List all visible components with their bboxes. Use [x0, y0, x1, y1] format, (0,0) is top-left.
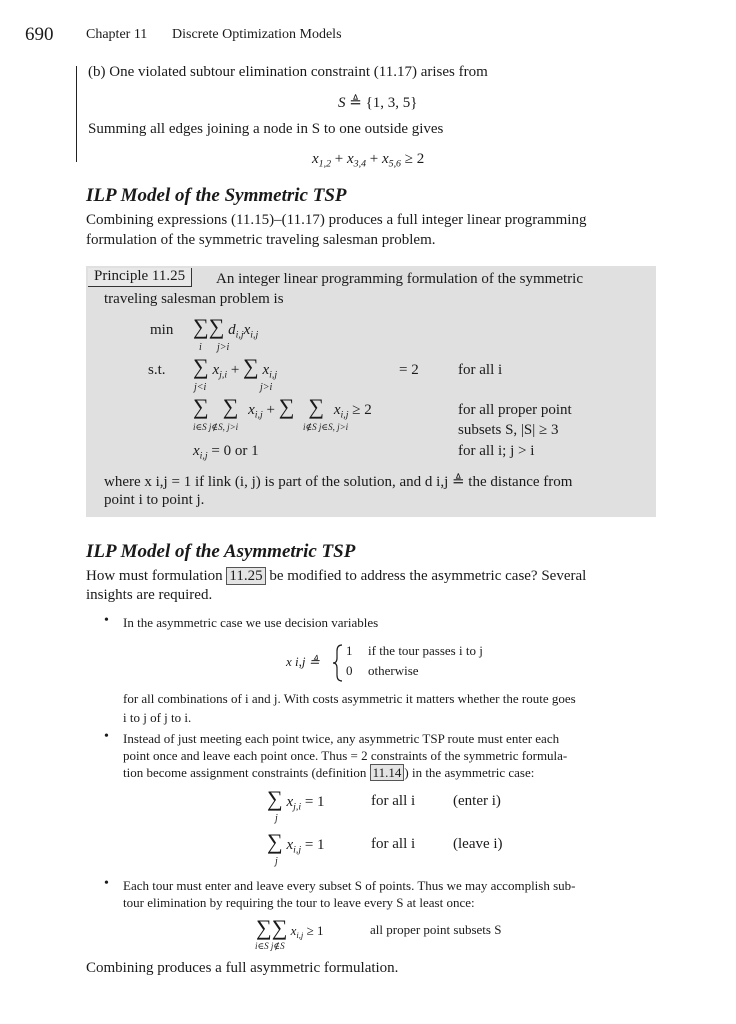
section-heading-asymmetric: ILP Model of the Asymmetric TSP: [86, 541, 356, 562]
principle-text-line2: traveling salesman problem is: [104, 291, 284, 307]
var-x: x: [381, 151, 389, 167]
cases-brace: [332, 643, 344, 683]
rhs: = 1: [304, 794, 325, 810]
sub: i,j: [199, 450, 208, 462]
var-x: x: [212, 362, 220, 378]
sum-limit: i∈S j∉S: [255, 941, 285, 951]
sub: 3,4: [353, 158, 366, 170]
constraint3-expression: [193, 443, 259, 461]
constraint3-cond: for all i; j > i: [458, 443, 535, 459]
sum-limit: j<i: [194, 382, 207, 393]
rhs: ≥ 2: [352, 402, 372, 418]
plus: +: [334, 151, 344, 167]
sub: i,j: [340, 409, 349, 421]
case1-text: if the tour passes i to j: [368, 643, 483, 658]
bullet-dot: •: [104, 876, 109, 891]
sum-limit: j: [275, 856, 278, 867]
plus: +: [230, 362, 240, 378]
sub: 5,6: [388, 158, 401, 170]
min-label: min: [150, 322, 174, 338]
sum-symbol: ∑: [193, 394, 209, 419]
sub: i,j: [269, 369, 278, 381]
sub: j,i: [293, 801, 302, 813]
bullet2-line3: [123, 765, 534, 781]
bullet-dot: •: [104, 729, 109, 744]
subtour-equation: [255, 915, 356, 953]
rhs: = 0 or 1: [211, 443, 259, 459]
sub: i,j: [235, 329, 244, 341]
sum-symbol: ∑: [193, 314, 209, 339]
set-def: ≜ {1, 3, 5}: [349, 95, 418, 111]
section1-para-line2: formulation of the symmetric traveling salesman problem.: [86, 232, 436, 248]
sum-limit: j>i: [217, 342, 230, 353]
chapter-label: Chapter 11: [86, 27, 148, 42]
sum-symbol: ∑: [222, 394, 239, 419]
where-line2: point i to point j.: [104, 492, 205, 508]
enter-equation: [267, 786, 367, 826]
sum-symbol: ∑: [271, 915, 288, 940]
enter-note: (enter i): [453, 793, 501, 809]
st-label: s.t.: [148, 362, 166, 378]
var-x: x: [286, 837, 294, 853]
chapter-title: Discrete Optimization Models: [172, 27, 342, 42]
section2-para-line2: insights are required.: [86, 587, 213, 603]
var-x: x: [290, 923, 297, 938]
rhs: ≥ 2: [404, 151, 425, 167]
bullet1-def-lhs: x i,j ≜: [286, 654, 320, 669]
plus: +: [369, 151, 379, 167]
rhs: = 1: [304, 837, 325, 853]
set-definition: [338, 93, 417, 112]
sum-symbol: ∑: [267, 829, 283, 854]
var-x: x: [312, 151, 319, 167]
plus: +: [266, 402, 275, 418]
para-text: How must formulation: [86, 568, 223, 584]
principle-reference-link[interactable]: 11.25: [226, 567, 265, 585]
sub: i,j: [254, 409, 263, 421]
constraint1-expression: [193, 354, 333, 398]
constraint1-rhs: = 2: [399, 362, 419, 378]
set-var: S: [338, 95, 346, 111]
bullet3-line1: Each tour must enter and leave every subset S of points. Thus we may accomplish sub-: [123, 878, 576, 893]
sum-limit: i∉S j∈S, j>i: [303, 422, 349, 432]
continuation-margin-bar: [76, 66, 77, 162]
leave-note: (leave i): [453, 836, 503, 852]
part-b-intro: (b) One violated subtour elimination constraint (11.17) arises from: [88, 64, 488, 80]
sub: i,j: [293, 844, 302, 856]
sum-symbol: ∑: [208, 314, 225, 339]
bullet1-line1: In the asymmetric case we use decision variables: [123, 615, 379, 630]
bullet3-line2: tour elimination by requiring the tour to leave every S at least once:: [123, 895, 475, 910]
var-x: x: [243, 322, 251, 338]
definition-reference-link[interactable]: 11.14: [370, 764, 405, 781]
section1-para-line1: Combining expressions (11.15)–(11.17) produces a full integer linear programming: [86, 212, 587, 228]
sub: 1,2: [318, 158, 332, 170]
where-line1: where x i,j = 1 if link (i, j) is part of the solution, and d i,j ≜ the distance from: [104, 474, 573, 490]
bullet-text: tion become assignment constraints (definition: [123, 765, 367, 780]
var-x: x: [333, 402, 341, 418]
sum-symbol: ∑: [278, 394, 295, 419]
leave-equation: [267, 829, 367, 869]
objective-expression: [193, 314, 313, 358]
var-x: x: [248, 402, 255, 418]
constraint1-cond: for all i: [458, 362, 503, 378]
bullet-text: ) in the asymmetric case:: [404, 765, 535, 780]
var-x: x: [262, 362, 270, 378]
constraint2-cond-line1: for all proper point: [458, 402, 572, 418]
sub: i,j: [296, 930, 304, 940]
section-heading-symmetric: ILP Model of the Symmetric TSP: [86, 185, 347, 206]
var-x: x: [346, 151, 354, 167]
subtour-cond: all proper point subsets S: [370, 922, 502, 937]
closing-text: Combining produces a full asymmetric formulation.: [86, 960, 399, 976]
sum-limit: i∈S j∉S, j>i: [193, 422, 239, 432]
bullet1-after-line2: i to j of j to i.: [123, 710, 192, 725]
var-x: x: [193, 443, 200, 459]
sum-symbol: ∑: [256, 915, 272, 940]
sum-symbol: ∑: [243, 354, 259, 379]
rhs: ≥ 1: [306, 923, 324, 938]
sub: i,j: [250, 329, 259, 341]
page-number: 690: [25, 24, 54, 45]
principle-text-line1: An integer linear programming formulation of the symmetric: [216, 271, 583, 287]
leave-cond: for all i: [371, 836, 416, 852]
constraint2-expression: [193, 394, 433, 438]
enter-cond: for all i: [371, 793, 416, 809]
bullet1-after-line1: for all combinations of i and j. With costs asymmetric it matters whether the route goes: [123, 691, 576, 706]
case0-text: otherwise: [368, 663, 419, 678]
para-text: be modified to address the asymmetric case? Several: [269, 568, 587, 584]
summing-text: Summing all edges joining a node in S to one outside gives: [88, 121, 444, 137]
constraint2-cond-line2: subsets S, |S| ≥ 3: [458, 422, 559, 438]
sum-limit: j>i: [260, 382, 273, 393]
sum-symbol: ∑: [267, 786, 283, 811]
sum-symbol: ∑: [193, 354, 209, 379]
section2-para-line1: [86, 568, 586, 585]
bullet2-line1: Instead of just meeting each point twice, any asymmetric TSP route must enter each: [123, 731, 560, 746]
sum-limit: i: [199, 342, 202, 353]
sub: j,i: [219, 369, 228, 381]
bullet-dot: •: [104, 613, 109, 628]
bullet2-line2: point once and leave each point once. Thus = 2 constraints of the symmetric formula-: [123, 748, 568, 763]
case1-value: 1: [346, 643, 353, 658]
var-d: d: [228, 322, 236, 338]
principle-label: Principle 11.25: [88, 268, 192, 287]
case0-value: 0: [346, 663, 353, 678]
edge-sum-equation: [312, 151, 424, 169]
sum-limit: j: [275, 813, 278, 824]
var-x: x: [286, 794, 294, 810]
sum-symbol: ∑: [308, 394, 325, 419]
